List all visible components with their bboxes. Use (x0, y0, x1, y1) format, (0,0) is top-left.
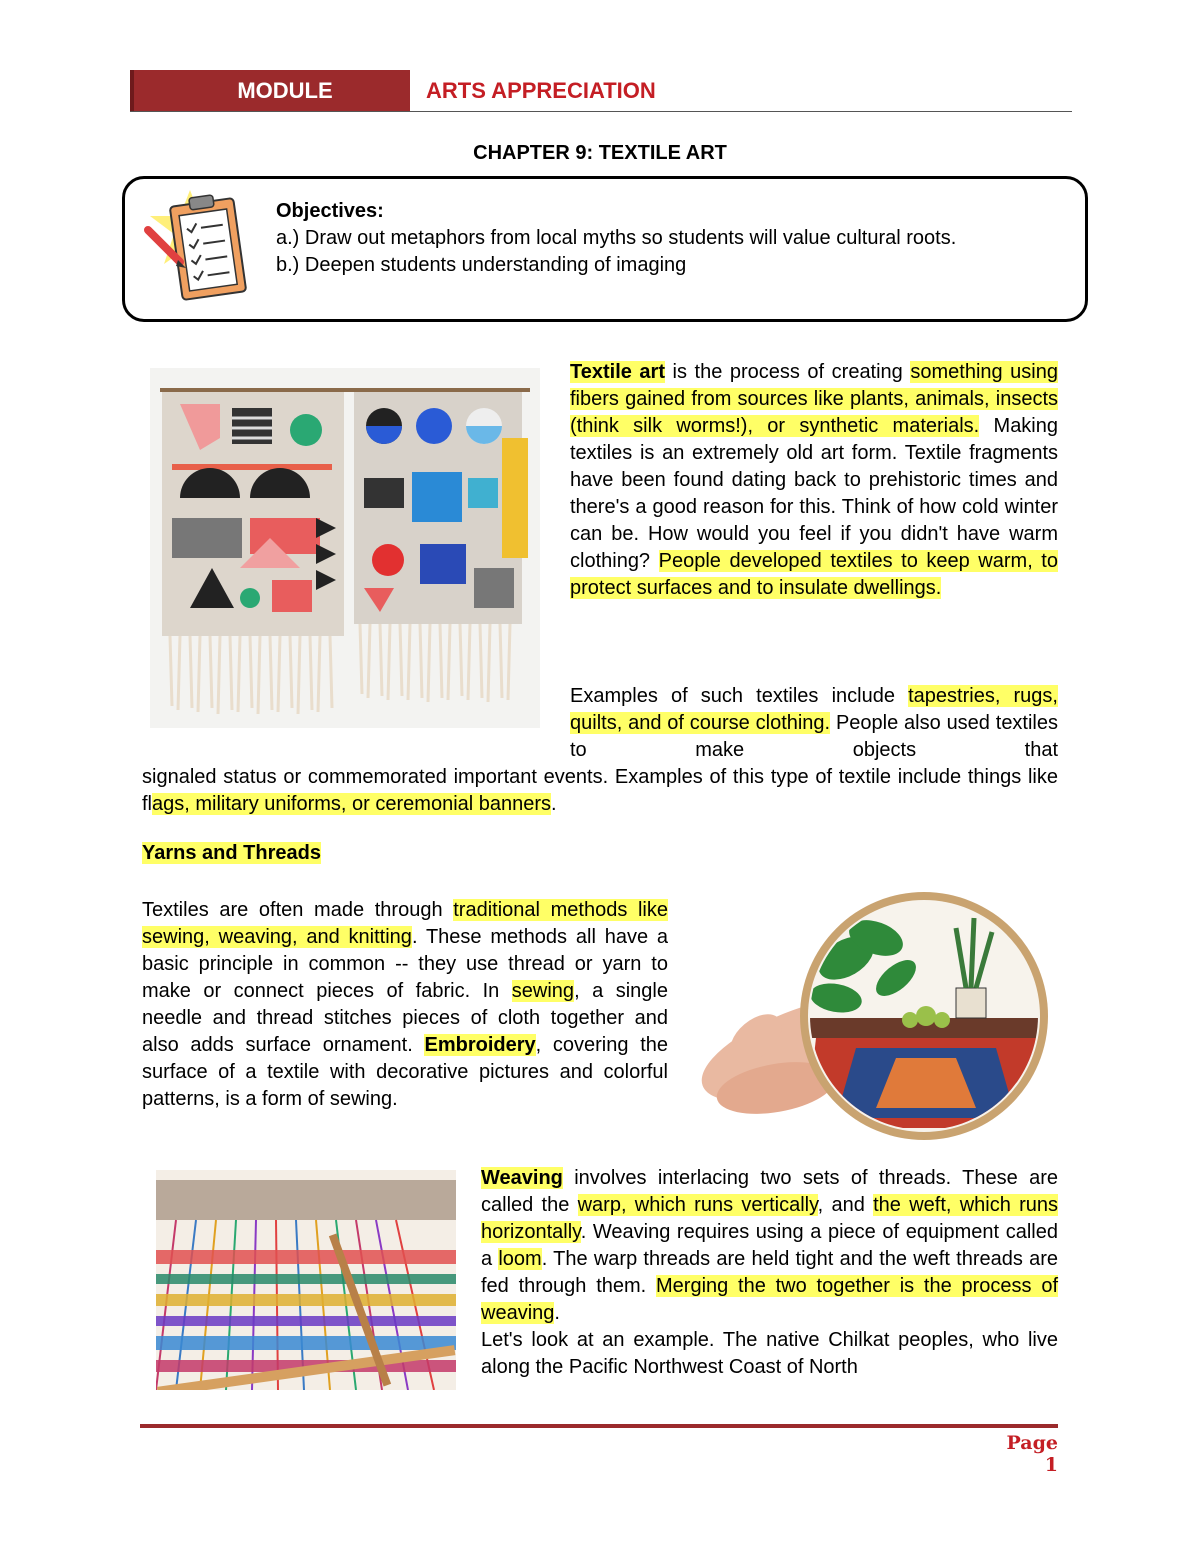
p3-highlight-a: traditional methods like sewing, weaving, and knitting (142, 899, 668, 948)
term-sewing: sewing (511, 980, 575, 1002)
clipboard-icon (140, 186, 264, 310)
p4-text-c: . Weaving requires using a piece of equipment called a (481, 1221, 1058, 1270)
term-weft: the weft, which runs horizontally (481, 1194, 1059, 1243)
paragraph-examples (570, 683, 1058, 764)
term-loom: loom (498, 1248, 542, 1270)
p3-text-a: Textiles are often made through (142, 899, 454, 921)
chapter-title: CHAPTER 9: TEXTILE ART (473, 142, 727, 164)
paragraph-weaving (481, 1165, 1058, 1381)
embroidery-hoop-image (696, 888, 1066, 1148)
p4-text-e: . (554, 1302, 560, 1324)
objectives-text (276, 198, 1058, 279)
p3-text-d: , covering the surface of a textile with decorative pictures and colorful patterns, is a form of sewing. (142, 1034, 668, 1110)
loom-weaving-image (156, 1170, 456, 1390)
p2-text-d: . (551, 793, 557, 815)
section-heading-yarns (142, 842, 321, 865)
p4-text-b: , and (817, 1194, 874, 1216)
page-number: Page 1 (1006, 1432, 1058, 1476)
p1-highlight-a: something using fibers gained from sources like plants, animals, insects (think silk worms!), or synthetic materials. (570, 361, 1058, 437)
paragraph-sewing (142, 897, 668, 1113)
header-rule (130, 111, 1072, 112)
module-title: ARTS APPRECIATION (426, 78, 656, 103)
paragraph-textile-art (570, 359, 1058, 602)
footer-rule (140, 1424, 1058, 1428)
p4-text-f: Let's look at an example. The native Chilkat peoples, who live along the Pacific Northwest Coast of North (481, 1329, 1058, 1378)
p1-highlight-b: People developed textiles to keep warm, to protect surfaces and to insulate dwellings. (570, 550, 1058, 599)
p2-text-b: People also used textiles to make objects that (570, 712, 1059, 761)
term-weaving: Weaving (481, 1167, 563, 1189)
p1-text-b: Making textiles is an extremely old art form. Textile fragments have been found dating back to prehistoric times and there's a good reason for this. Think of how cold winter can be. How would you feel if you didn't have warm clothing? (570, 415, 1059, 572)
objective-b: b.) Deepen students understanding of imaging (276, 254, 687, 276)
objective-a: a.) Draw out metaphors from local myths so students will value cultural roots. (276, 227, 957, 249)
paragraph-examples-cont (142, 764, 1058, 818)
objectives-heading: Objectives: (276, 200, 384, 222)
p4-text-d: . The warp threads are held tight and the weft threads are fed through them. (481, 1248, 1058, 1297)
term-warp: warp, which runs vertically (577, 1194, 818, 1216)
module-label: MODULE (237, 78, 333, 103)
p3-text-c: , a single needle and thread stitches pieces of cloth together and also adds surface ornament. (142, 980, 668, 1056)
p1-text-a: is the process of creating (664, 361, 911, 383)
p2-highlight-a: tapestries, rugs, quilts, and of course clothing. (570, 685, 1058, 734)
woven-tapestries-image (150, 368, 540, 728)
p4-highlight-merge: Merging the two together is the process of weaving (481, 1275, 1058, 1324)
p4-text-a: involves interlacing two sets of threads. These are called the (481, 1167, 1058, 1216)
p2-text-c: signaled status or commemorated important events. Examples of this type of textile include things like fl (142, 766, 1058, 815)
p3-text-b: . These methods all have a basic principle in common -- they use thread or yarn to make or connect pieces of fabric. In (142, 926, 669, 1002)
term-textile-art: Textile art (570, 361, 665, 383)
p2-highlight-b: ags, military uniforms, or ceremonial banners (152, 793, 552, 815)
term-embroidery: Embroidery (424, 1034, 536, 1056)
p2-text-a: Examples of such textiles include (570, 685, 909, 707)
yarns-heading-text: Yarns and Threads (142, 842, 321, 864)
